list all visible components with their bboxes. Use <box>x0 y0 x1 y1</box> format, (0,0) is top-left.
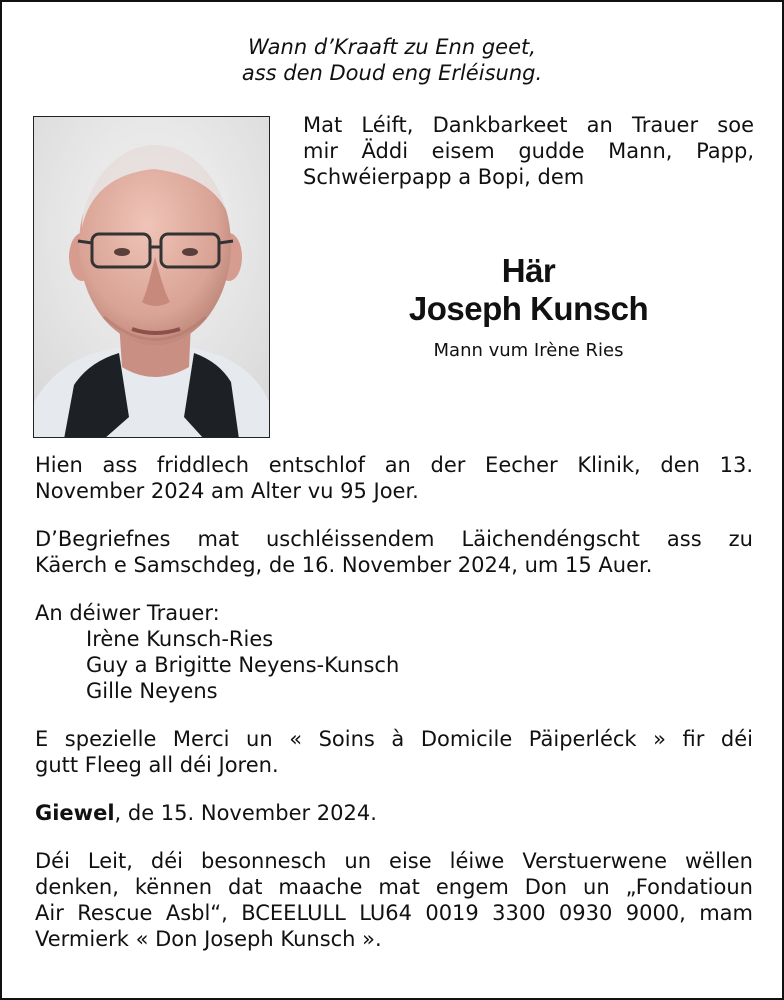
donation-note <box>35 848 753 952</box>
donation-line: Air Rescue Asbl“, BCEELULL LU64 0019 3300 0930 9000, mam <box>35 901 753 925</box>
intro-line: Schwéierpapp a Bopi, dem <box>303 165 585 189</box>
notice-body <box>35 452 753 974</box>
mourner-name: Gille Neyens <box>86 679 218 703</box>
quote-line: ass den Doud eng Erléisung. <box>241 61 543 85</box>
mourners-title: An déiwer Trauer: <box>35 601 220 625</box>
intro-line: mir Äddi eisem gudde Mann, Papp, <box>303 139 754 163</box>
dateline-place: Giewel <box>35 801 115 825</box>
thanks-note <box>35 726 753 778</box>
donation-line: denken, kënnen dat maache mat engem Don un „Fondatioun <box>35 875 753 899</box>
honorific: Här <box>501 252 556 289</box>
portrait-photo <box>33 116 270 438</box>
thanks-line: E spezielle Merci un « Soins à Domicile Päiperléck » fir déi <box>35 727 753 751</box>
intro-text <box>303 112 754 190</box>
dateline-date: , de 15. November 2024. <box>114 801 377 825</box>
mourner-name: Irène Kunsch-Ries <box>86 627 274 651</box>
donation-line: Vermierk « Don Joseph Kunsch ». <box>35 927 382 951</box>
funeral-line: Käerch e Samschdeg, de 16. November 2024, um 15 Auer. <box>35 553 653 577</box>
mourner-name: Guy a Brigitte Neyens-Kunsch <box>86 653 400 677</box>
portrait-illustration <box>34 117 270 438</box>
death-notice-line: Hien ass friddlech entschlof an der Eecher Klinik, den 13. <box>35 453 753 477</box>
spouse-line: Mann vum Irène Ries <box>433 340 624 361</box>
deceased-name-block <box>303 252 754 362</box>
death-notice <box>35 452 753 504</box>
funeral-line: D’Begriefnes mat uschléissendem Läichendéngscht ass zu <box>35 527 753 551</box>
mourners-list <box>86 626 753 704</box>
death-notice-line: November 2024 am Alter vu 95 Joer. <box>35 479 419 503</box>
thanks-line: gutt Fleeg all déi Joren. <box>35 753 279 777</box>
donation-line: Déi Leit, déi besonnesch un eise léiwe Verstuerwene wëllen <box>35 849 753 873</box>
dateline <box>35 800 753 826</box>
opening-quote <box>2 34 782 86</box>
deceased-name: Joseph Kunsch <box>408 290 649 327</box>
funeral-info <box>35 526 753 578</box>
intro-line: Mat Léift, Dankbarkeet an Trauer soe <box>303 113 754 137</box>
quote-line: Wann d’Kraaft zu Enn geet, <box>248 35 536 59</box>
